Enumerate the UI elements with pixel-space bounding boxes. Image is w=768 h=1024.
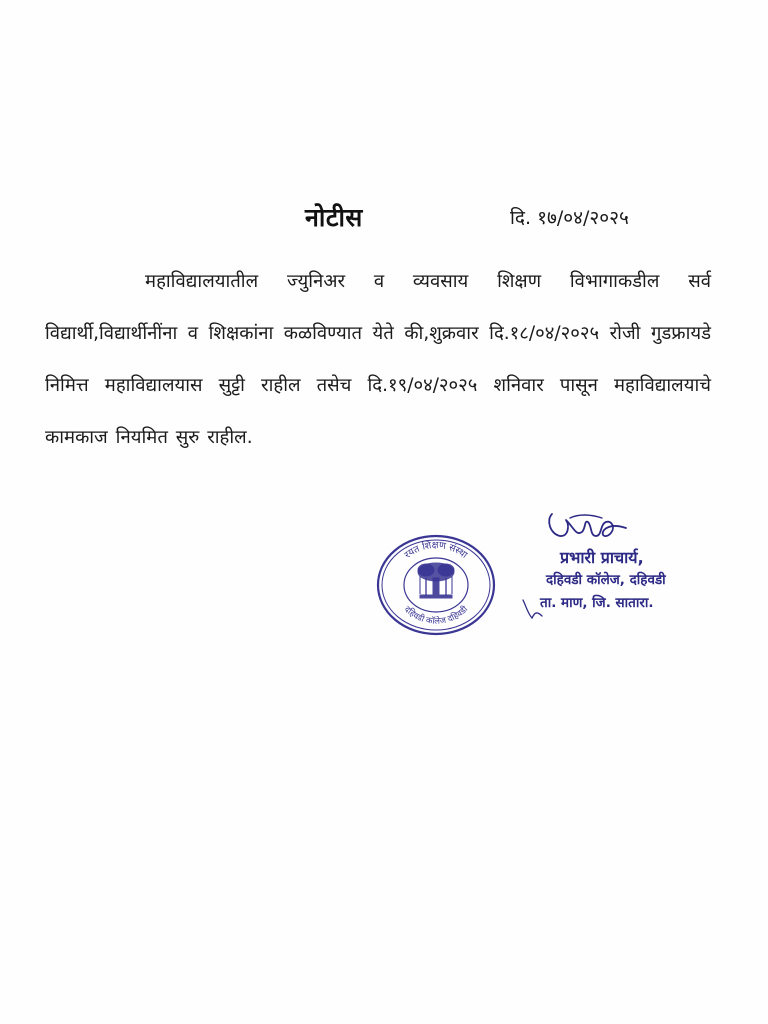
principal-signature (540, 506, 640, 548)
notice-date: दि. १७/०४/२०२५ (510, 207, 629, 229)
notice-body: महाविद्यालयातील ज्युनिअर व व्यवसाय शिक्षण विभागाकडील सर्व विद्यार्थी,विद्यार्थीनींना व शिक्षकांना कळविण्यात येते की,शुक्रवार दि.१८/०४/२०२५ रोजी गुडफ्रायडे निमित्त महाविद्यालयास सुट्टी राहील तसेच दि.१९/०४/२०२५ शनिवार पासून महाविद्यालयाचे कामकाज नियमित सुरु राहील. (45, 271, 711, 448)
ink-mark-icon (520, 596, 546, 622)
college-seal (376, 534, 496, 636)
notice-title: नोटीस (305, 203, 363, 232)
signatory-college: दहिवडी कॉलेज, दहिवडी (546, 572, 666, 588)
seal-top-text: रयत शिक्षण संस्था (402, 539, 470, 561)
signatory-title: प्रभारी प्राचार्य, (560, 548, 644, 567)
svg-text:दहिवडी कॉलेज दहिवडी (402, 603, 471, 627)
tree-emblem-icon (418, 563, 454, 598)
signatory-place: ता. माण, जि. सातारा. (540, 595, 654, 611)
seal-bottom-text: दहिवडी कॉलेज दहिवडी (401, 604, 471, 627)
